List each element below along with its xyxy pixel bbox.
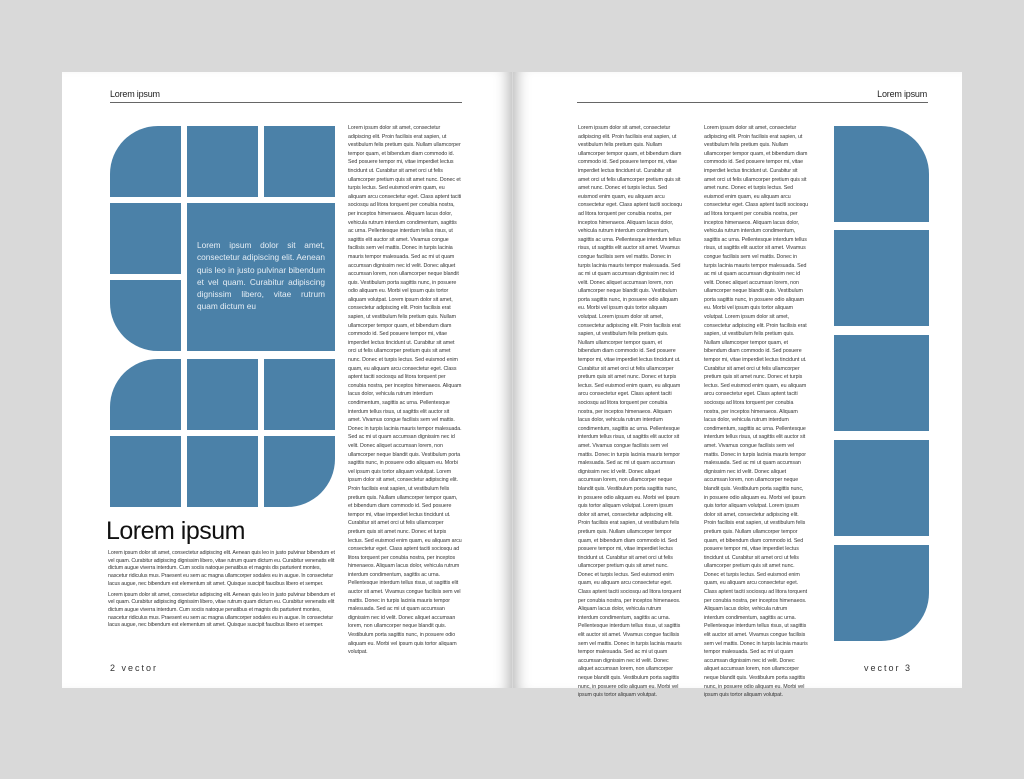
tile: [110, 359, 181, 430]
header-rule: [577, 102, 928, 103]
tile: [834, 230, 929, 326]
tile: [110, 280, 181, 351]
page-number: vector 3: [863, 663, 912, 673]
text-column: [578, 124, 682, 699]
body-text: Lorem ipsum dolor sit amet, consectetur adipiscing elit. Proin facilisis erat sapien, ut vestibulum felis pretium quis. Nullam ullamcorper tempor quam, et bibendum diam commodo id. Sed posuere tempor mi, vitae imperdiet lectus tincidunt ut. Curabitur sit amet orci ut felis ullamcorper pretium quis sit amet nunc. Donec et turpis lectus. Sed euismod enim quam, eu aliquam arcu consectetur eget. Class aptent taciti sociosqu ad litora torquent per conubia nostra, per inceptos himenaeos. Aliquam lacus dolor, vehicula rutrum interdum condimentum, sagittis ac urna. Pellentesque interdum tellus risus, ut sagittis elit auctor sit amet. Vivamus congue facilisis sem vel mattis. Donec in turpis lacinia mauris tempor malesuada. Sed ac mi ut quam accumsan dignissim nec id velit. Donec aliquet accumsan lorem, non ullamcorper neque blandit quis. Vestibulum porta sagittis nunc, in posuere odio aliquam eu. Morbi vel ipsum quis tortor aliquam volutpat.: [704, 503, 808, 699]
page-number: 2 vector: [110, 663, 159, 673]
tile: [834, 440, 929, 536]
body-text: Lorem ipsum dolor sit amet, consectetur adipiscing elit. Proin facilisis erat sapien, ut vestibulum felis pretium quis. Nullam ullamcorper tempor quam, et bibendum diam commodo id. Sed posuere tempor mi, vitae imperdiet lectus tincidunt ut. Curabitur sit amet orci ut felis ullamcorper pretium quis sit amet nunc. Donec et turpis lectus. Sed euismod enim quam, eu aliquam arcu consectetur eget. Class aptent taciti sociosqu ad litora torquent per conubia nostra, per inceptos himenaeos. Aliquam lacus dolor, vehicula rutrum interdum condimentum, sagittis ac urna. Pellentesque interdum tellus risus, ut sagittis elit auctor sit amet. Vivamus congue facilisis sem vel mattis. Donec in turpis lacinia mauris tempor malesuada. Sed ac mi ut quam accumsan dignissim nec id velit. Donec aliquet accumsan lorem, non ullamcorper neque blandit quis. Vestibulum porta sagittis nunc, in posuere odio aliquam eu. Morbi vel ipsum quis tortor aliquam volutpat.: [348, 468, 462, 656]
body-text: Lorem ipsum dolor sit amet, consectetur adipiscing elit. Proin facilisis erat sapien, ut vestibulum felis pretium quis. Nullam ullamcorper tempor quam, et bibendum diam commodo id. Sed posuere tempor mi, vitae imperdiet lectus tincidunt ut. Curabitur sit amet orci ut felis ullamcorper pretium quis sit amet nunc. Donec et turpis lectus. Sed euismod enim quam, eu aliquam arcu consectetur eget. Class aptent taciti sociosqu ad litora torquent per conubia nostra, per inceptos himenaeos. Aliquam lacus dolor, vehicula rutrum interdum condimentum, sagittis ac urna. Pellentesque interdum tellus risus, ut sagittis elit auctor sit amet. Vivamus congue facilisis sem vel mattis. Donec in turpis lacinia mauris tempor malesuada. Sed ac mi ut quam accumsan dignissim nec id velit. Donec aliquet accumsan lorem, non ullamcorper neque blandit quis. Vestibulum porta sagittis nunc, in posuere odio aliquam eu. Morbi vel ipsum quis tortor aliquam volutpat.: [348, 296, 462, 475]
pull-quote: Lorem ipsum dolor sit amet, consectetur adipiscing elit. Aenean quis leo in justo pulvinar bibendum et vel quam. Curabitur adipiscing dignissim libero, vitae rutrum quam dictum eu: [197, 240, 325, 312]
text-column: [704, 124, 808, 699]
tile: [264, 359, 335, 430]
left-page: [62, 72, 512, 688]
tile: [187, 359, 258, 430]
text-column: [348, 124, 462, 656]
body-text: Lorem ipsum dolor sit amet, consectetur adipiscing elit. Proin facilisis erat sapien, ut vestibulum felis pretium quis. Nullam ullamcorper tempor quam, et bibendum diam commodo id. Sed posuere tempor mi, vitae imperdiet lectus tincidunt ut. Curabitur sit amet orci ut felis ullamcorper pretium quis sit amet nunc. Donec et turpis lectus. Sed euismod enim quam, eu aliquam arcu consectetur eget. Class aptent taciti sociosqu ad litora torquent per conubia nostra, per inceptos himenaeos. Aliquam lacus dolor, vehicula rutrum interdum condimentum, sagittis ac urna. Pellentesque interdum tellus risus, ut sagittis elit auctor sit amet. Vivamus congue facilisis sem vel mattis. Donec in turpis lacinia mauris tempor malesuada. Sed ac mi ut quam accumsan dignissim nec id velit. Donec aliquet accumsan lorem, non ullamcorper neque blandit quis. Vestibulum porta sagittis nunc, in posuere odio aliquam eu. Morbi vel ipsum quis tortor aliquam volutpat.: [578, 314, 681, 510]
tile: [110, 436, 181, 507]
body-text: Lorem ipsum dolor sit amet, consectetur adipiscing elit. Proin facilisis erat sapien, ut vestibulum felis pretium quis. Nullam ullamcorper tempor quam, et bibendum diam commodo id. Sed posuere tempor mi, vitae imperdiet lectus tincidunt ut. Curabitur sit amet orci ut felis ullamcorper pretium quis sit amet nunc. Donec et turpis lectus. Sed euismod enim quam, eu aliquam arcu consectetur eget. Class aptent taciti sociosqu ad litora torquent per conubia nostra, per inceptos himenaeos. Aliquam lacus dolor, vehicula rutrum interdum condimentum, sagittis ac urna. Pellentesque interdum tellus risus, ut sagittis elit auctor sit amet. Vivamus congue facilisis sem vel mattis. Donec in turpis lacinia mauris tempor malesuada. Sed ac mi ut quam accumsan dignissim nec id velit. Donec aliquet accumsan lorem, non ullamcorper neque blandit quis. Vestibulum porta sagittis nunc, in posuere odio aliquam eu. Morbi vel ipsum quis tortor aliquam volutpat.: [704, 125, 808, 321]
body-text: Lorem ipsum dolor sit amet, consectetur adipiscing elit. Proin facilisis erat sapien, ut vestibulum felis pretium quis. Nullam ullamcorper tempor quam, et bibendum diam commodo id. Sed posuere tempor mi, vitae imperdiet lectus tincidunt ut. Curabitur sit amet orci ut felis ullamcorper pretium quis sit amet nunc. Donec et turpis lectus. Sed euismod enim quam, eu aliquam arcu consectetur eget. Class aptent taciti sociosqu ad litora torquent per conubia nostra, per inceptos himenaeos. Aliquam lacus dolor, vehicula rutrum interdum condimentum, sagittis ac urna. Pellentesque interdum tellus risus, ut sagittis elit auctor sit amet. Vivamus congue facilisis sem vel mattis. Donec in turpis lacinia mauris tempor malesuada. Sed ac mi ut quam accumsan dignissim nec id velit. Donec aliquet accumsan lorem, non ullamcorper neque blandit quis. Vestibulum porta sagittis nunc, in posuere odio aliquam eu. Morbi vel ipsum quis tortor aliquam volutpat.: [578, 503, 682, 699]
intro-paragraph: Lorem ipsum dolor sit amet, consectetur adipiscing elit. Aenean quis leo in justo pulvinar bibendum et vel quam. Curabitur adipiscing dignissim libero, vitae rutrum quam dictum eu. Curabitur venenatis elit dictum augue viverra interdum. Cum sociis natoque penatibus et magnis dis parturient montes, nascetur ridiculus mus. Praesent eu sem ac magna ullamcorper sodales eu in augue. In consectetur lacus augue, nec bibendum est elementum sit amet. Quisque suscipit faucibus libero et semper.: [108, 591, 335, 629]
quote-tile: [187, 203, 335, 351]
intro-paragraph: Lorem ipsum dolor sit amet, consectetur adipiscing elit. Aenean quis leo in justo pulvinar bibendum et vel quam. Curabitur adipiscing dignissim libero, vitae rutrum quam dictum eu. Curabitur venenatis elit dictum augue viverra interdum. Cum sociis natoque penatibus et magnis dis parturient montes, nascetur ridiculus mus. Praesent eu sem ac magna ullamcorper sodales eu in augue. In consectetur lacus augue, nec bibendum est elementum sit amet. Quisque suscipit faucibus libero et semper.: [108, 550, 335, 587]
intro-block: [106, 516, 340, 633]
tile: [264, 436, 335, 507]
article-title: Lorem ipsum: [106, 517, 245, 545]
body-text: Lorem ipsum dolor sit amet, consectetur adipiscing elit. Proin facilisis erat sapien, ut vestibulum felis pretium quis. Nullam ullamcorper tempor quam, et bibendum diam commodo id. Sed posuere tempor mi, vitae imperdiet lectus tincidunt ut. Curabitur sit amet orci ut felis ullamcorper pretium quis sit amet nunc. Donec et turpis lectus. Sed euismod enim quam, eu aliquam arcu consectetur eget. Class aptent taciti sociosqu ad litora torquent per conubia nostra, per inceptos himenaeos. Aliquam lacus dolor, vehicula rutrum interdum condimentum, sagittis ac urna. Pellentesque interdum tellus risus, ut sagittis elit auctor sit amet. Vivamus congue facilisis sem vel mattis. Donec in turpis lacinia mauris tempor malesuada. Sed ac mi ut quam accumsan dignissim nec id velit. Donec aliquet accumsan lorem, non ullamcorper neque blandit quis. Vestibulum porta sagittis nunc, in posuere odio aliquam eu. Morbi vel ipsum quis tortor aliquam volutpat.: [348, 125, 462, 303]
tile: [834, 335, 929, 431]
header-rule: [110, 102, 462, 103]
tile: [110, 126, 181, 197]
body-text: Lorem ipsum dolor sit amet, consectetur adipiscing elit. Proin facilisis erat sapien, ut vestibulum felis pretium quis. Nullam ullamcorper tempor quam, et bibendum diam commodo id. Sed posuere tempor mi, vitae imperdiet lectus tincidunt ut. Curabitur sit amet orci ut felis ullamcorper pretium quis sit amet nunc. Donec et turpis lectus. Sed euismod enim quam, eu aliquam arcu consectetur eget. Class aptent taciti sociosqu ad litora torquent per conubia nostra, per inceptos himenaeos. Aliquam lacus dolor, vehicula rutrum interdum condimentum, sagittis ac urna. Pellentesque interdum tellus risus, ut sagittis elit auctor sit amet. Vivamus congue facilisis sem vel mattis. Donec in turpis lacinia mauris tempor malesuada. Sed ac mi ut quam accumsan dignissim nec id velit. Donec aliquet accumsan lorem, non ullamcorper neque blandit quis. Vestibulum porta sagittis nunc, in posuere odio aliquam eu. Morbi vel ipsum quis tortor aliquam volutpat.: [704, 314, 807, 510]
tile: [834, 126, 929, 222]
tile: [834, 545, 929, 641]
running-header: Lorem ipsum: [877, 89, 927, 99]
body-text: Lorem ipsum dolor sit amet, consectetur adipiscing elit. Proin facilisis erat sapien, ut vestibulum felis pretium quis. Nullam ullamcorper tempor quam, et bibendum diam commodo id. Sed posuere tempor mi, vitae imperdiet lectus tincidunt ut. Curabitur sit amet orci ut felis ullamcorper pretium quis sit amet nunc. Donec et turpis lectus. Sed euismod enim quam, eu aliquam arcu consectetur eget. Class aptent taciti sociosqu ad litora torquent per conubia nostra, per inceptos himenaeos. Aliquam lacus dolor, vehicula rutrum interdum condimentum, sagittis ac urna. Pellentesque interdum tellus risus, ut sagittis elit auctor sit amet. Vivamus congue facilisis sem vel mattis. Donec in turpis lacinia mauris tempor malesuada. Sed ac mi ut quam accumsan dignissim nec id velit. Donec aliquet accumsan lorem, non ullamcorper neque blandit quis. Vestibulum porta sagittis nunc, in posuere odio aliquam eu. Morbi vel ipsum quis tortor aliquam volutpat.: [578, 125, 682, 321]
running-header: Lorem ipsum: [110, 89, 160, 99]
tile: [264, 126, 335, 197]
right-page: [513, 72, 962, 699]
tile: [187, 436, 258, 507]
tile: [110, 203, 181, 274]
tile: [187, 126, 258, 197]
